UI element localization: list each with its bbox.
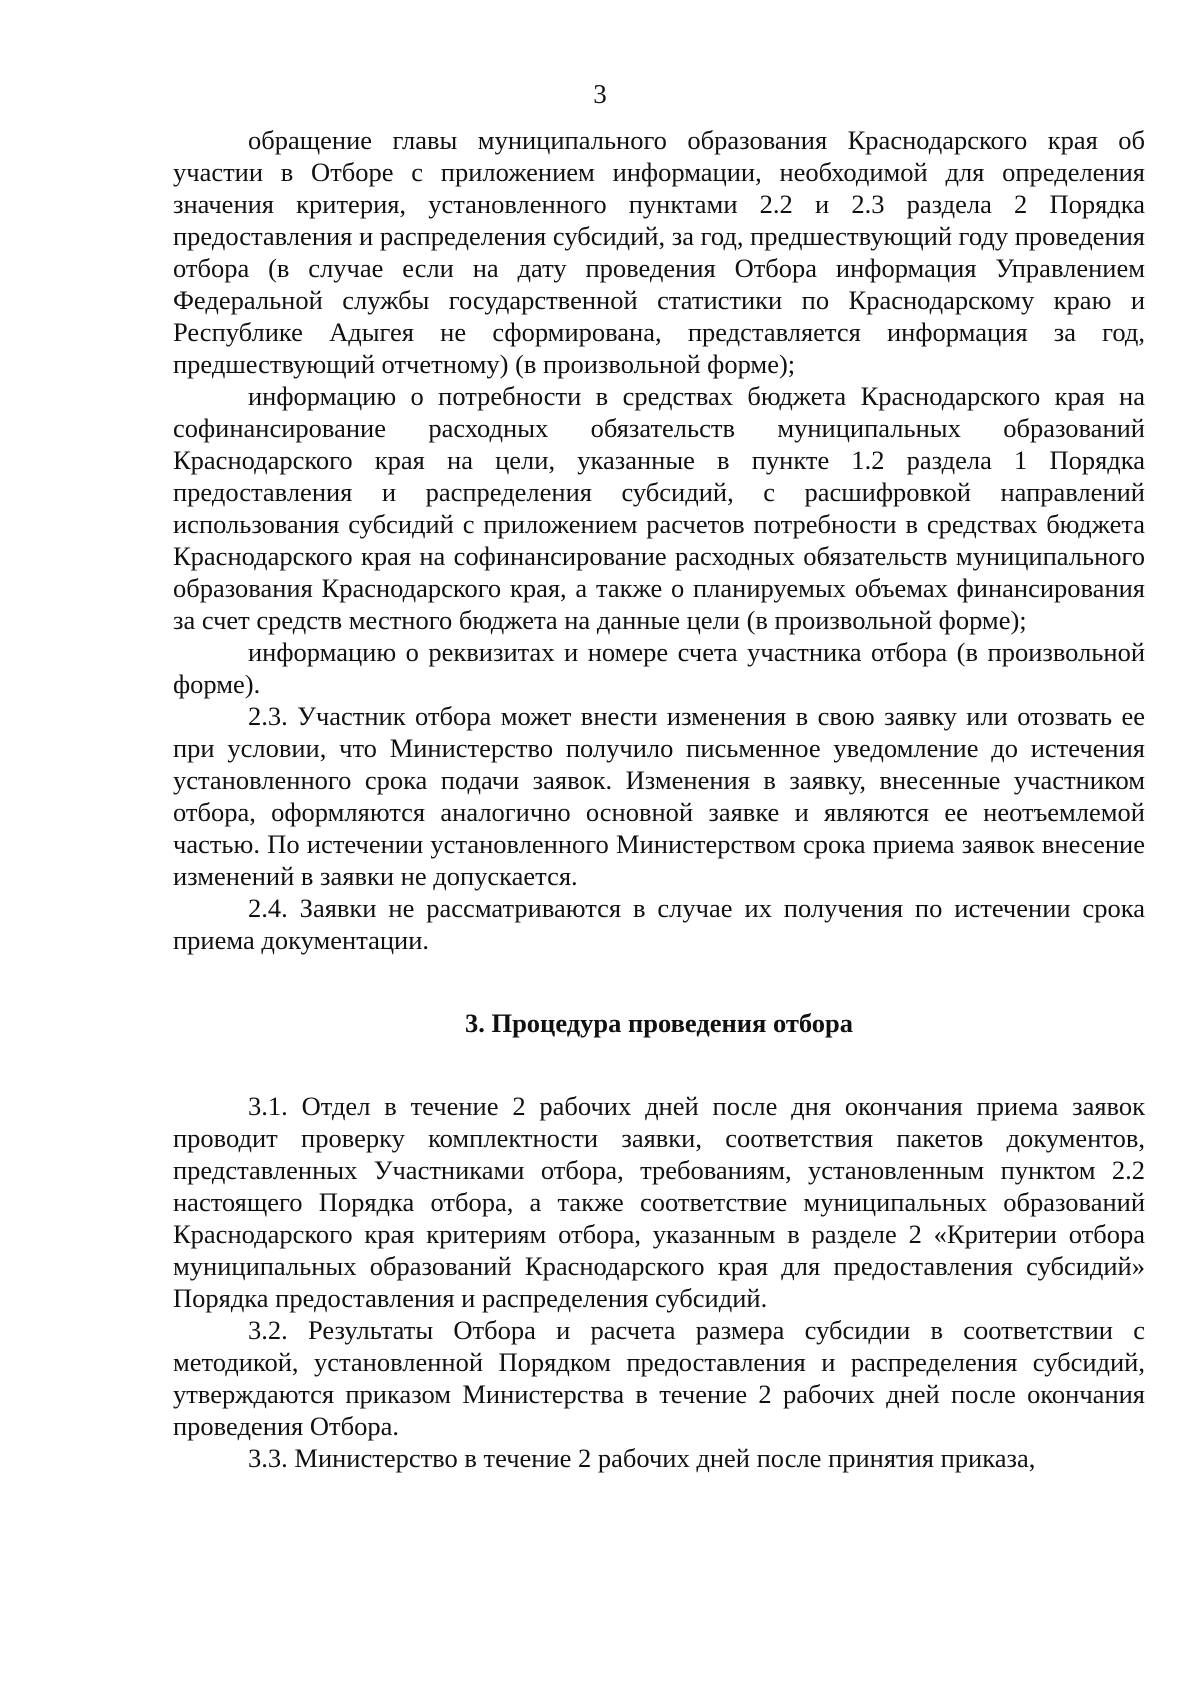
- paragraph-bank-details-info: информацию о реквизитах и номере счета участника отбора (в произвольной форме).: [173, 637, 1145, 699]
- page-number: 3: [593, 79, 607, 109]
- paragraph-2-4: 2.4. Заявки не рассматриваются в случае их получения по истечении срока приема документации.: [173, 893, 1145, 955]
- section-heading: 3. Процедура проведения отбора: [464, 1008, 854, 1038]
- paragraph-3-1: 3.1. Отдел в течение 2 рабочих дней после дня окончания приема заявок проводит проверку комплектности заявки, соответствия пакетов документов, представленных Участниками отбора, требованиям, установленным пунктом 2.2 настоящего Порядка отбора, а также соответствие муниципальных образований Краснодарского края критериям отбора, указанным в разделе 2 «Критерии отбора муниципальных образований Краснодарского края для предоставления субсидий» Порядка предоставления и распределения субсидий.: [173, 1091, 1145, 1313]
- paragraph-3-2: 3.2. Результаты Отбора и расчета размера субсидии в соответствии с методикой, установленной Порядком предоставления и распределения субсидий, утверждаются приказом Министерства в течение 2 рабочих дней после окончания проведения Отбора.: [173, 1315, 1145, 1441]
- paragraph-appeal-of-head: обращение главы муниципального образования Краснодарского края об участии в Отборе с приложением информации, необходимой для определения значения критерия, установленного пунктами 2.2 и 2.3 раздела 2 Порядка предоставления и распределения субсидий, за год, предшествующий году проведения отбора (в случае если на дату проведения Отбора информация Управлением Федеральной службы государственной статистики по Краснодарскому краю и Республике Адыгея не сформирована, представляется информация за год, предшествующий отчетному) (в произвольной форме);: [173, 125, 1145, 379]
- document-body: [173, 124, 1145, 1474]
- paragraph-2-3: 2.3. Участник отбора может внести изменения в свою заявку или отозвать ее при условии, что Министерство получило письменное уведомление до истечения установленного срока подачи заявок. Изменения в заявку, внесенные участником отбора, оформляются аналогично основной заявке и являются ее неотъемлемой частью. По истечении установленного Министерством срока приема заявок внесение изменений в заявки не допускается.: [173, 701, 1145, 891]
- paragraph-budget-need-info: информацию о потребности в средствах бюджета Краснодарского края на софинансирование расходных обязательств муниципальных образований Краснодарского края на цели, указанные в пункте 1.2 раздела 1 Порядка предоставления и распределения субсидий, с расшифровкой направлений использования субсидий с приложением расчетов потребности в средствах бюджета Краснодарского края на софинансирование расходных обязательств муниципального образования Краснодарского края, а также о планируемых объемах финансирования за счет средств местного бюджета на данные цели (в произвольной форме);: [173, 381, 1145, 635]
- paragraph-3-3: 3.3. Министерство в течение 2 рабочих дней после принятия приказа,: [248, 1443, 1036, 1473]
